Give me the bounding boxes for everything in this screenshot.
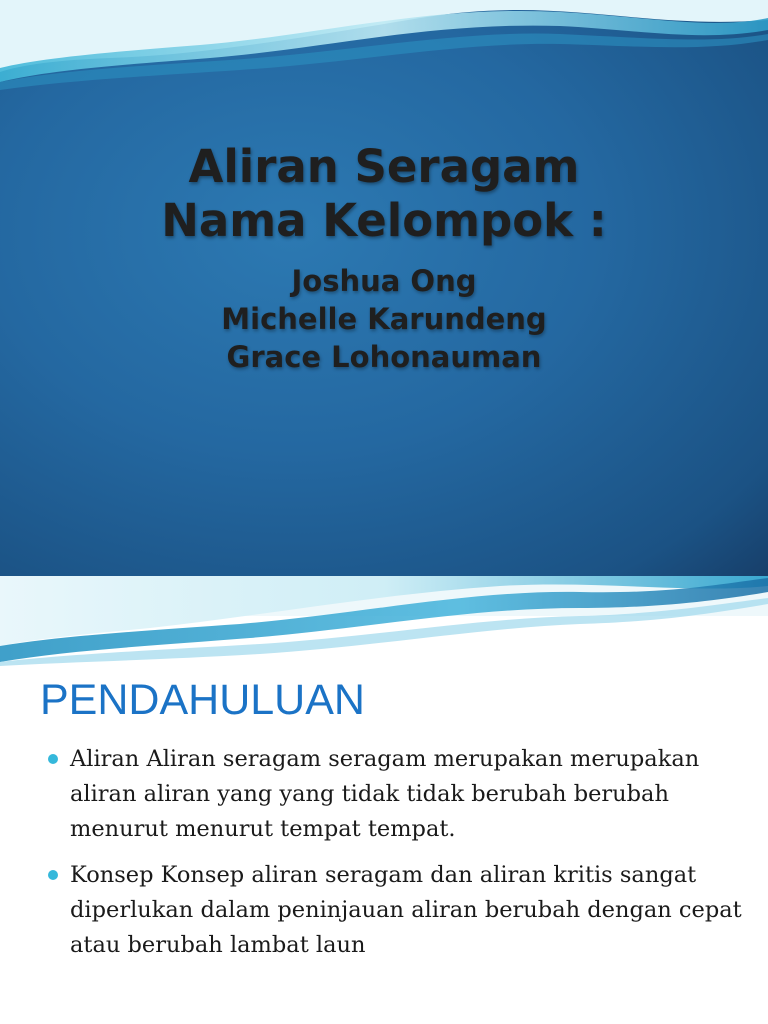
list-item [46,742,746,847]
list-item [46,858,746,963]
bullet-list [46,742,746,974]
member-name: Joshua Ong [291,264,477,298]
content-wave-band [0,576,768,666]
member-name: Michelle Karundeng [221,302,547,336]
slide-title-line1: Aliran Seragam [188,140,580,193]
slide-title-line2: Nama Kelompok : [161,194,607,247]
bullet-text: Aliran Aliran seragam seragam merupakan merupakan aliran aliran yang yang tidak tidak berubah berubah menurut menurut tempat tempat. [70,746,700,842]
content-slide [0,576,768,1024]
members-list [0,262,768,376]
member-name: Grace Lohonauman [226,340,542,374]
bullet-text: Konsep Konsep aliran seragam dan aliran kritis sangat diperlukan dalam peninjauan aliran berubah dengan cepat atau berubah lambat laun [70,862,742,958]
bullet-icon [48,870,58,880]
bullet-icon [48,754,58,764]
title-block [0,140,768,376]
section-heading: PENDAHULUAN [40,676,365,724]
top-wave-band [0,0,768,90]
